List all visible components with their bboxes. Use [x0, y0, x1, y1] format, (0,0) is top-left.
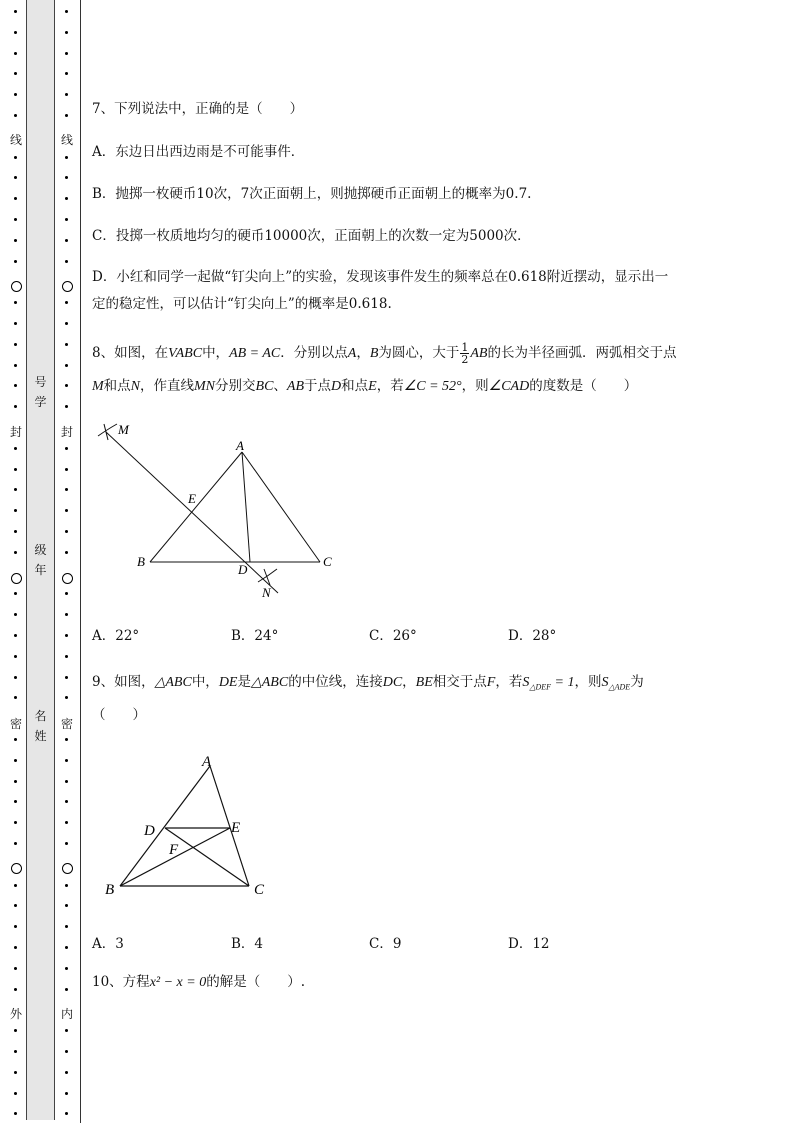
line-mn — [106, 432, 278, 593]
field-char: 级 — [34, 543, 47, 557]
dot — [14, 613, 17, 616]
margin-border — [80, 0, 81, 1123]
dot — [65, 301, 68, 304]
arc-m-1 — [98, 424, 117, 436]
q9-stem-line2: （ ） — [92, 707, 146, 723]
dot — [65, 218, 68, 221]
dot — [65, 655, 68, 658]
dot — [14, 405, 17, 408]
q8-option-c: C．26° — [369, 628, 417, 644]
label-c: C — [323, 554, 332, 569]
dot — [65, 800, 68, 803]
dot — [14, 31, 17, 34]
dot — [65, 509, 68, 512]
field-char: 学 — [34, 395, 47, 409]
dot — [65, 925, 68, 928]
seal-mark: 密 — [60, 717, 73, 731]
dot — [14, 738, 17, 741]
dot — [14, 592, 17, 595]
dot — [65, 884, 68, 887]
q9-option-a: A．3 — [92, 936, 124, 952]
dot — [14, 1112, 17, 1115]
dot — [14, 509, 17, 512]
dot — [65, 634, 68, 637]
dot — [14, 364, 17, 367]
dot — [65, 447, 68, 450]
dot — [14, 655, 17, 658]
dot — [14, 925, 17, 928]
dot — [65, 364, 68, 367]
dot — [65, 551, 68, 554]
dot — [65, 759, 68, 762]
dot — [65, 31, 68, 34]
dot — [14, 1029, 17, 1032]
dot — [65, 176, 68, 179]
dot — [65, 904, 68, 907]
q8-stem-line1: 8、如图，在VABC中，AB = AC．分别以点A，B为圆心，大于 $\frac{1}{2}$ AB的长为半径画弧．两弧相交于点 — [92, 341, 677, 366]
q8-option-a: A．22° — [92, 628, 140, 644]
q8-option-b: B．24° — [231, 628, 279, 644]
q7-option-b: B．抛掷一枚硬币10次，7次正面朝上，则抛掷硬币正面朝上的概率为0.7. — [92, 186, 532, 202]
label-m: M — [118, 422, 129, 437]
dot — [65, 1092, 68, 1095]
dot — [14, 759, 17, 762]
circle-mark — [62, 281, 73, 292]
dot — [14, 72, 17, 75]
dot — [65, 988, 68, 991]
circle-mark — [11, 281, 22, 292]
student-info-strip — [26, 0, 55, 1120]
seal-mark: 内 — [60, 1007, 73, 1021]
dot — [65, 72, 68, 75]
q9-option-d: D．12 — [508, 936, 550, 952]
dot — [14, 821, 17, 824]
circle-mark — [62, 863, 73, 874]
arc-n-1 — [258, 569, 277, 582]
dot — [14, 384, 17, 387]
dot — [14, 260, 17, 263]
q7-option-d-cont: 定的稳定性，可以估计“钉尖向上”的概率是0.618. — [92, 296, 392, 312]
label-e: E — [231, 820, 241, 836]
dot — [65, 780, 68, 783]
field-char: 号 — [34, 375, 47, 389]
dot — [14, 488, 17, 491]
segment-ab — [150, 452, 242, 562]
q8-figure — [90, 415, 350, 605]
dot — [14, 343, 17, 346]
dot — [14, 884, 17, 887]
dot — [65, 468, 68, 471]
dot — [14, 1092, 17, 1095]
label-b: B — [105, 882, 115, 898]
dot — [65, 1029, 68, 1032]
circle-mark — [62, 573, 73, 584]
dot — [65, 738, 68, 741]
dot — [65, 114, 68, 117]
q10-stem: 10、方程x² − x = 0的解是（ ）. — [92, 974, 306, 990]
dot — [14, 197, 17, 200]
q7-option-c: C．投掷一枚质地均匀的硬币10000次，正面朝上的次数一定为5000次． — [92, 228, 531, 244]
dot — [65, 530, 68, 533]
field-char: 姓 — [34, 729, 47, 743]
dot — [14, 800, 17, 803]
dot — [65, 197, 68, 200]
dot — [14, 1050, 17, 1053]
dot — [14, 114, 17, 117]
dot — [65, 1071, 68, 1074]
dot — [65, 156, 68, 159]
grade-field — [27, 540, 54, 580]
field-char: 年 — [34, 563, 47, 577]
dot — [14, 239, 17, 242]
dot — [14, 156, 17, 159]
dot — [65, 946, 68, 949]
inner-dotted-line — [59, 0, 79, 1123]
dot — [65, 967, 68, 970]
dot — [65, 592, 68, 595]
dot — [14, 176, 17, 179]
label-f: F — [169, 842, 179, 858]
segment-ad — [242, 452, 250, 562]
dot — [65, 10, 68, 13]
dot — [65, 696, 68, 699]
dot — [65, 260, 68, 263]
q7-option-a: A．东边日出西边雨是不可能事件． — [92, 144, 305, 160]
label-a: A — [202, 754, 212, 770]
dot — [65, 842, 68, 845]
q9-option-c: C．9 — [369, 936, 402, 952]
dot — [65, 93, 68, 96]
fraction-half: $\frac{1}{2}$ — [461, 341, 469, 366]
dot — [65, 343, 68, 346]
dot — [65, 384, 68, 387]
seal-mark: 封 — [9, 425, 22, 439]
label-e: E — [188, 491, 196, 506]
dot — [65, 405, 68, 408]
dot — [14, 551, 17, 554]
segment-ab — [120, 766, 210, 886]
dot — [14, 322, 17, 325]
dot — [14, 301, 17, 304]
dot — [65, 52, 68, 55]
dot — [14, 696, 17, 699]
q9-option-b: B．4 — [231, 936, 264, 952]
dot — [14, 10, 17, 13]
dot — [14, 904, 17, 907]
dot — [14, 1071, 17, 1074]
dot — [14, 468, 17, 471]
segment-ac — [210, 766, 249, 886]
seal-mark: 线 — [9, 133, 22, 147]
outer-dotted-line — [8, 0, 24, 1123]
label-d: D — [238, 562, 248, 577]
seal-mark: 密 — [9, 717, 22, 731]
dot — [14, 218, 17, 221]
dot — [14, 780, 17, 783]
segment-ac — [242, 452, 320, 562]
dot — [14, 634, 17, 637]
dot — [65, 1050, 68, 1053]
field-char: 名 — [34, 709, 47, 723]
dot — [14, 842, 17, 845]
q7-stem: 7、下列说法中，正确的是（ ） — [92, 101, 304, 117]
dot — [14, 946, 17, 949]
dot — [14, 988, 17, 991]
label-d: D — [144, 823, 155, 839]
seal-mark: 线 — [60, 133, 73, 147]
label-c: C — [254, 882, 265, 898]
dot — [14, 967, 17, 970]
dot — [65, 322, 68, 325]
label-a: A — [236, 438, 244, 453]
dot — [14, 52, 17, 55]
dot — [14, 93, 17, 96]
circle-mark — [11, 573, 22, 584]
dot — [14, 676, 17, 679]
dot — [65, 488, 68, 491]
dot — [65, 676, 68, 679]
seal-mark: 外 — [9, 1007, 22, 1021]
q9-figure — [100, 748, 280, 898]
dot — [65, 613, 68, 616]
dot — [65, 1112, 68, 1115]
q9-stem-line1: 9、如图，△ABC中，DE是△ABC的中位线，连接DC，BE相交于点F，若$S_{\triangle DEF} = 1$，则$S_{\triangle ADE}$为 — [92, 674, 644, 692]
name-field — [27, 706, 54, 746]
dot — [65, 821, 68, 824]
dot — [65, 239, 68, 242]
circle-mark — [11, 863, 22, 874]
q8-option-d: D．28° — [508, 628, 557, 644]
dot — [14, 447, 17, 450]
label-n: N — [262, 585, 271, 600]
q7-option-d: D．小红和同学一起做“钉尖向上”的实验，发现该事件发生的频率总在0.618附近摆动，显示出一 — [92, 269, 669, 285]
q8-stem-line2: M和点N，作直线MN分别交BC、AB于点D和点E，若∠C = 52°，则∠CAD的度数是（ ） — [92, 378, 638, 394]
label-b: B — [137, 554, 145, 569]
student-id-field — [27, 372, 54, 412]
dot — [14, 530, 17, 533]
seal-mark: 封 — [60, 425, 73, 439]
